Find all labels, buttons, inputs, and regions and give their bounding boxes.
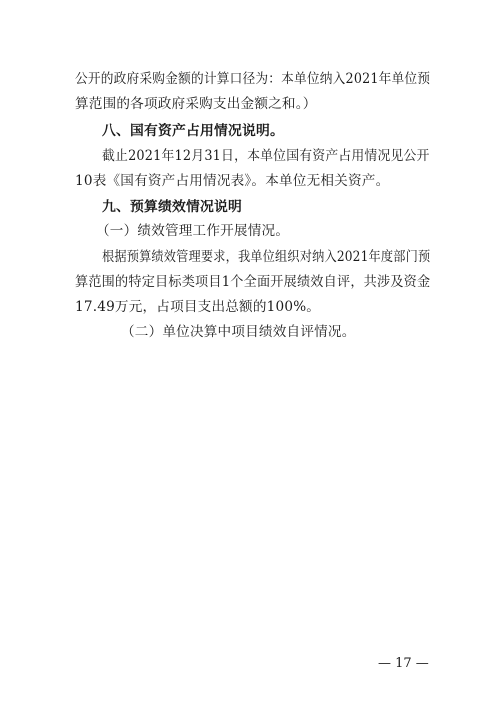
paragraph-line-3: 截止2021年12月31日，本单位国有资产占用情况见公开	[102, 148, 430, 164]
subheading-one: （一）绩效管理工作开展情况。	[96, 223, 290, 239]
paragraph-line-2: 算范围的各项政府采购支出金额之和。）	[75, 96, 317, 112]
paragraph-line-5: 根据预算绩效管理要求，我单位组织对纳入2021年度部门预	[102, 249, 431, 265]
paragraph-line-1: 公开的政府采购金额的计算口径为：本单位纳入2021年单位预	[75, 71, 431, 87]
paragraph-line-7: 17.49万元，占项目支出总额的100%。	[75, 299, 321, 315]
subheading-two: （二）单位决算中项目绩效自评情况。	[121, 324, 356, 340]
paragraph-line-6: 算范围的特定目标类项目1个全面开展绩效自评，共涉及资金	[75, 274, 431, 290]
section-heading-eight: 八、国有资产占用情况说明。	[102, 123, 284, 139]
paragraph-line-4: 10表《国有资产占用情况表》。本单位无相关资产。	[75, 173, 390, 189]
page-number: — 17 —	[378, 656, 429, 671]
section-heading-nine: 九、预算绩效情况说明	[102, 199, 242, 215]
